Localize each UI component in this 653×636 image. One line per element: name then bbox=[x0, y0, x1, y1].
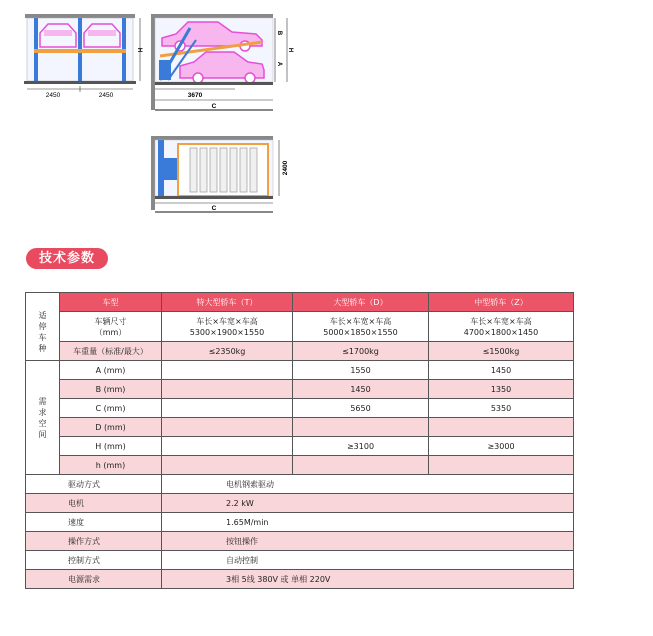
space-row-label: A (mm) bbox=[60, 361, 162, 380]
space-row bbox=[26, 456, 574, 475]
space-label: 需 求 空 间 bbox=[26, 361, 60, 475]
weight-col-z: ≤1500kg bbox=[429, 342, 574, 361]
header-col-z: 中型轿车（Z） bbox=[429, 293, 574, 312]
space-row bbox=[26, 361, 574, 380]
side-a-label: A bbox=[276, 61, 282, 67]
weight-col-d: ≤1700kg bbox=[293, 342, 429, 361]
space-row-value bbox=[293, 418, 429, 437]
space-row-label: C (mm) bbox=[60, 399, 162, 418]
section-title: 技术参数 bbox=[26, 248, 108, 269]
weight-row bbox=[26, 342, 574, 361]
top-view bbox=[151, 136, 289, 212]
header-col-t: 特大型轿车（T） bbox=[162, 293, 293, 312]
space-row-label: B (mm) bbox=[60, 380, 162, 399]
side-c-label: C bbox=[211, 103, 217, 110]
vehicle-type-corner bbox=[26, 293, 60, 361]
weight-label: 车重量（标准/最大） bbox=[60, 342, 162, 361]
corner-text: 适 停 车 种 bbox=[38, 311, 47, 353]
equipment-drawings bbox=[0, 0, 653, 240]
side-b-label: B bbox=[276, 30, 282, 36]
space-row-value bbox=[429, 456, 574, 475]
size-col-t: 车长×车宽×车高 5300×1900×1550 bbox=[162, 312, 293, 342]
spec-value: 2.2 kW bbox=[162, 494, 574, 513]
top-dim-right: 2400 bbox=[282, 160, 289, 176]
space-row-value: 1550 bbox=[293, 361, 429, 380]
space-row-value: 5650 bbox=[293, 399, 429, 418]
side-dim-bottom: 3670 bbox=[187, 92, 203, 99]
front-h-label: H bbox=[136, 47, 142, 53]
spec-row bbox=[26, 532, 574, 551]
spec-table bbox=[25, 292, 574, 589]
side-view bbox=[151, 14, 293, 110]
weight-col-t: ≤2350kg bbox=[162, 342, 293, 361]
spec-rows bbox=[26, 475, 574, 589]
top-c-label: C bbox=[211, 205, 217, 212]
header-label: 车型 bbox=[60, 293, 162, 312]
size-col-d: 车长×车宽×车高 5000×1850×1550 bbox=[293, 312, 429, 342]
space-row-value bbox=[162, 361, 293, 380]
spec-value: 电机钢索驱动 bbox=[162, 475, 574, 494]
space-row-value: 5350 bbox=[429, 399, 574, 418]
space-row-value: 1350 bbox=[429, 380, 574, 399]
space-row bbox=[26, 418, 574, 437]
front-dim-1: 2450 bbox=[45, 92, 61, 99]
space-row-value bbox=[293, 456, 429, 475]
spec-label: 速度 bbox=[26, 513, 162, 532]
space-row bbox=[26, 380, 574, 399]
spec-value: 3相 5线 380V 或 单相 220V bbox=[162, 570, 574, 589]
space-row-value: 1450 bbox=[293, 380, 429, 399]
space-row-value: ≥3100 bbox=[293, 437, 429, 456]
spec-label: 控制方式 bbox=[26, 551, 162, 570]
size-label: 车辆尺寸 （mm） bbox=[60, 312, 162, 342]
space-row bbox=[26, 437, 574, 456]
spec-row bbox=[26, 570, 574, 589]
spec-label: 电机 bbox=[26, 494, 162, 513]
front-dim-2: 2450 bbox=[98, 92, 114, 99]
space-rows bbox=[26, 361, 574, 475]
spec-row bbox=[26, 513, 574, 532]
header-col-d: 大型轿车（D） bbox=[293, 293, 429, 312]
space-row-value bbox=[162, 399, 293, 418]
size-row bbox=[26, 312, 574, 342]
space-row-value bbox=[162, 418, 293, 437]
space-row-label: H (mm) bbox=[60, 437, 162, 456]
space-row-value: ≥3000 bbox=[429, 437, 574, 456]
spec-label: 操作方式 bbox=[26, 532, 162, 551]
spec-label: 驱动方式 bbox=[26, 475, 162, 494]
space-row-value bbox=[162, 437, 293, 456]
spec-row bbox=[26, 475, 574, 494]
spec-value: 按钮操作 bbox=[162, 532, 574, 551]
space-row-label: D (mm) bbox=[60, 418, 162, 437]
spec-value: 自动控制 bbox=[162, 551, 574, 570]
spec-label: 电源需求 bbox=[26, 570, 162, 589]
front-view bbox=[24, 14, 142, 99]
space-row-value bbox=[162, 380, 293, 399]
space-row-label: h (mm) bbox=[60, 456, 162, 475]
spec-row bbox=[26, 551, 574, 570]
spec-row bbox=[26, 494, 574, 513]
space-row-value: 1450 bbox=[429, 361, 574, 380]
side-h-label: H bbox=[287, 47, 293, 53]
header-row bbox=[26, 293, 574, 312]
space-row bbox=[26, 399, 574, 418]
space-row-value bbox=[429, 418, 574, 437]
spec-value: 1.65M/min bbox=[162, 513, 574, 532]
space-row-value bbox=[162, 456, 293, 475]
size-col-z: 车长×车宽×车高 4700×1800×1450 bbox=[429, 312, 574, 342]
